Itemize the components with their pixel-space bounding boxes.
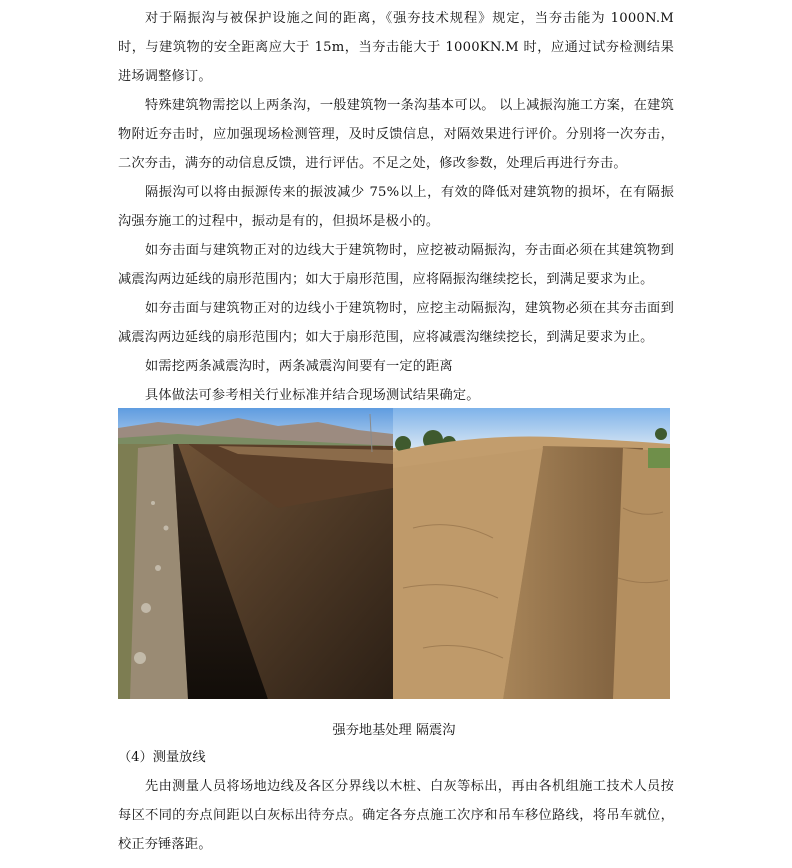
section-heading: （4）测量放线 <box>118 750 206 765</box>
paragraph-7: 具体做法可参考相关行业标准并结合现场测试结果确定。 <box>145 388 480 403</box>
photo-trench-right <box>393 408 670 699</box>
paragraph-6: 如需挖两条减震沟时，两条减震沟间要有一定的距离 <box>145 359 453 374</box>
paragraph-3: 隔振沟可以将由振源传来的振波减少 75%以上，有效的降低对建筑物的损坏，在有隔振沟强夯施工的过程中，振动是有的，但损坏是极小的。 <box>118 185 674 229</box>
paragraph-4: 如夯击面与建筑物正对的边线大于建筑物时，应挖被动隔振沟，夯击面必须在其建筑物到减震沟两边延线的扇形范围内；如大于扇形范围，应将隔振沟继续挖长，到满足要求为止。 <box>118 243 674 287</box>
figure-caption: 强夯地基处理 隔震沟 <box>332 723 456 738</box>
trench-photos <box>118 408 670 699</box>
section-paragraph: 先由测量人员将场地边线及各区分界线以木桩、白灰等标出，再由各机组施工技术人员按每区不同的夯点间距以白灰标出待夯点。确定各夯点施工次序和吊车移位路线，将吊车就位，校正夯锤落距。 <box>118 779 674 852</box>
paragraph-1: 对于隔振沟与被保护设施之间的距离，《强夯技术规程》规定，当夯击能为 1000N.M 时，与建筑物的安全距离应大于 15m，当夯击能大于 1000KN.M 时，应通过试夯检测结果进场调整修订。 <box>118 11 674 84</box>
photo-trench-left <box>118 408 393 699</box>
paragraph-5: 如夯击面与建筑物正对的边线小于建筑物时，应挖主动隔振沟，建筑物必须在其夯击面到减震沟两边延线的扇形范围内；如大于扇形范围，应将减震沟继续挖长，到满足要求为止。 <box>118 301 674 345</box>
paragraph-2: 特殊建筑物需挖以上两条沟，一般建筑物一条沟基本可以。 以上减振沟施工方案，在建筑物附近夯击时，应加强现场检测管理，及时反馈信息，对隔效果进行评价。分别将一次夯击，二次夯击，满夯的动信息反馈，进行评估。不足之处，修改参数，处理后再进行夯击。 <box>118 98 674 171</box>
